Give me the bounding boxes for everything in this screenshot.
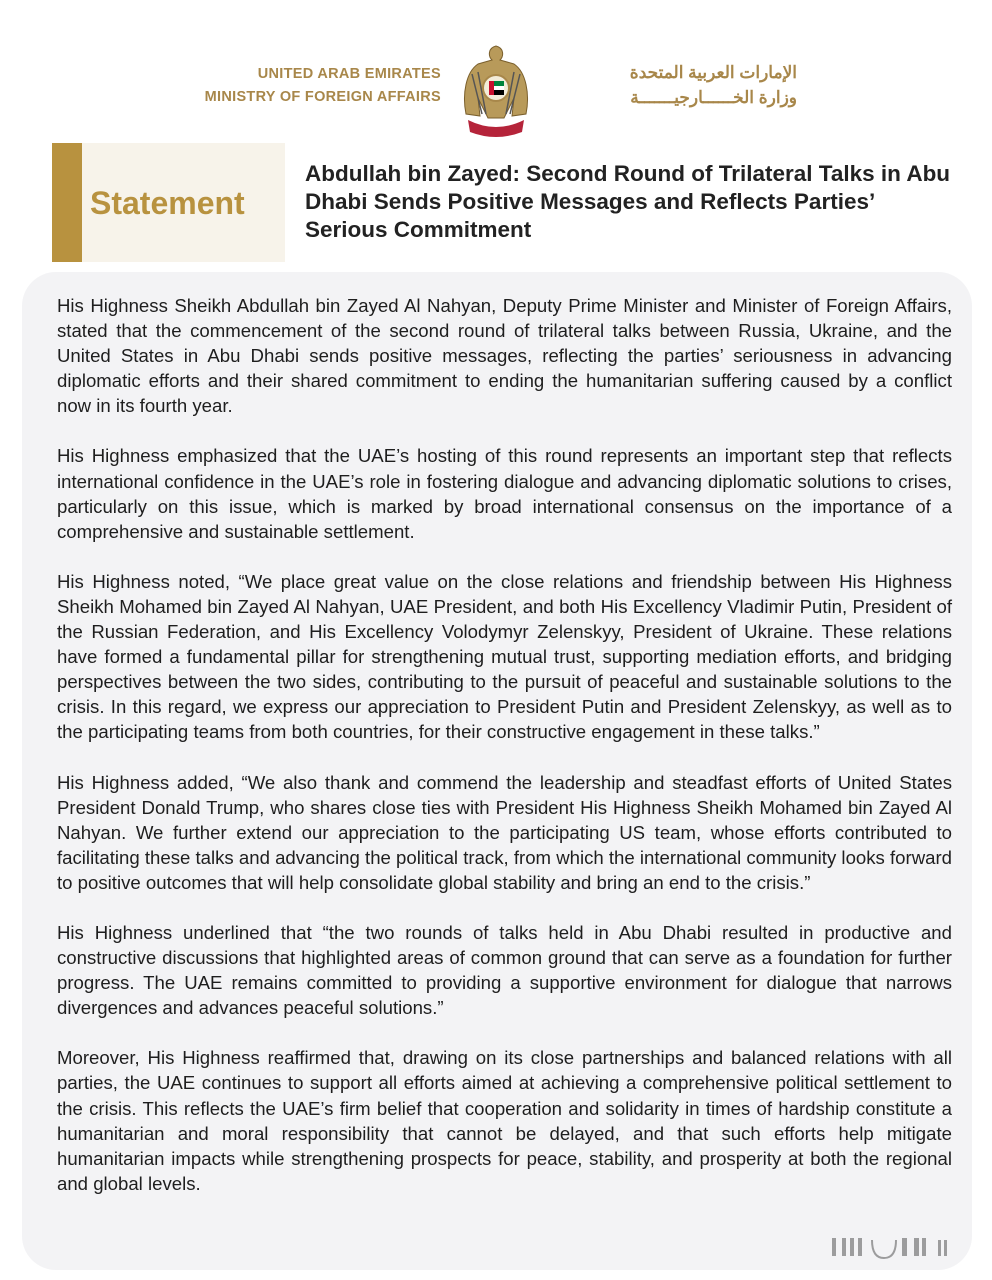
ministry-name-arabic-line: وزارة الخــــــارجيـــــــة xyxy=(630,88,797,107)
watermark-icon xyxy=(812,1234,972,1260)
uae-emblem-logo xyxy=(458,44,534,138)
paragraph: His Highness Sheikh Abdullah bin Zayed Al Nahyan, Deputy Prime Minister and Minister of Foreign Affairs, stated that the commencement of the second round of trilateral talks between Russia, Ukraine, and the United States in Abu Dhabi sends positive messages, reflecting the parties’ seriousness in advancing diplomatic efforts and their shared commitment to ending the humanitarian suffering caused by a conflict now in its fourth year. xyxy=(57,295,952,417)
statement-badge xyxy=(52,143,285,262)
paragraph: His Highness underlined that “the two rounds of talks held in Abu Dhabi resulted in productive and constructive discussions that highlighted areas of common ground that can serve as a foundation for further progress. The UAE remains committed to providing a supportive environment for dialogue that narrows divergences and advances peaceful solutions.” xyxy=(57,921,952,1019)
ministry-name-arabic xyxy=(552,60,797,110)
paragraph: His Highness noted, “We place great value on the close relations and friendship between His Highness Sheikh Mohamed bin Zayed Al Nahyan, UAE President, and both His Excellency Vladimir Putin, President of the Russian Federation, and His Excellency Volodymyr Zelenskyy, President of Ukraine. These relations have formed a fundamental pillar for strengthening mutual trust, supporting mediation efforts, and bridging perspectives between the two sides, contributing to the pursuit of peaceful and sustainable solutions to the crisis. In this regard, we express our appreciation to President Putin and President Zelenskyy, as well as to the participating teams from both countries, for their constructive engagement in these talks.” xyxy=(57,570,952,743)
ministry-name: MINISTRY OF FOREIGN AFFAIRS xyxy=(204,89,441,105)
paragraph: His Highness added, “We also thank and commend the leadership and steadfast efforts of United States President Donald Trump, who shares close ties with President His Highness Sheikh Mohamed bin Zayed Al Nahyan. We further extend our appreciation to the participating US team, whose efforts contributed to facilitating these talks and advancing the political track, from which the international community looks forward to positive outcomes that will help consolidate global stability and bring an end to the crisis.” xyxy=(57,771,953,893)
page-title: Abdullah bin Zayed: Second Round of Trilateral Talks in Abu Dhabi Sends Positive Messages and Reflects Parties’ Serious Commitment xyxy=(305,161,951,242)
country-name: UNITED ARAB EMIRATES xyxy=(257,66,441,82)
statement-accent-bar xyxy=(52,143,82,262)
country-name-arabic: الإمارات العربية المتحدة xyxy=(629,63,797,82)
statement-label: Statement xyxy=(90,185,245,221)
statement-body xyxy=(57,293,952,1221)
paragraph: His Highness emphasized that the UAE’s hosting of this round represents an important step that reflects international confidence in the UAE’s role in fostering dialogue and advancing diplomatic solutions to crises, particularly on this issue, which is marked by broad international consensus on the importance of a comprehensive and sustainable settlement. xyxy=(57,445,952,542)
ministry-name-english xyxy=(205,63,441,109)
paragraph: Moreover, His Highness reaffirmed that, drawing on its close partnerships and balanced relations with all parties, the UAE continues to support all efforts aimed at achieving a comprehensive political settlement to the crisis. This reflects the UAE’s firm belief that cooperation and solidarity in times of hardship constitute a humanitarian and moral responsibility that cannot be delayed, and that such efforts help mitigate humanitarian impacts while strengthening prospects for peace, stability, and prosperity at both the regional and global levels. xyxy=(57,1047,952,1194)
